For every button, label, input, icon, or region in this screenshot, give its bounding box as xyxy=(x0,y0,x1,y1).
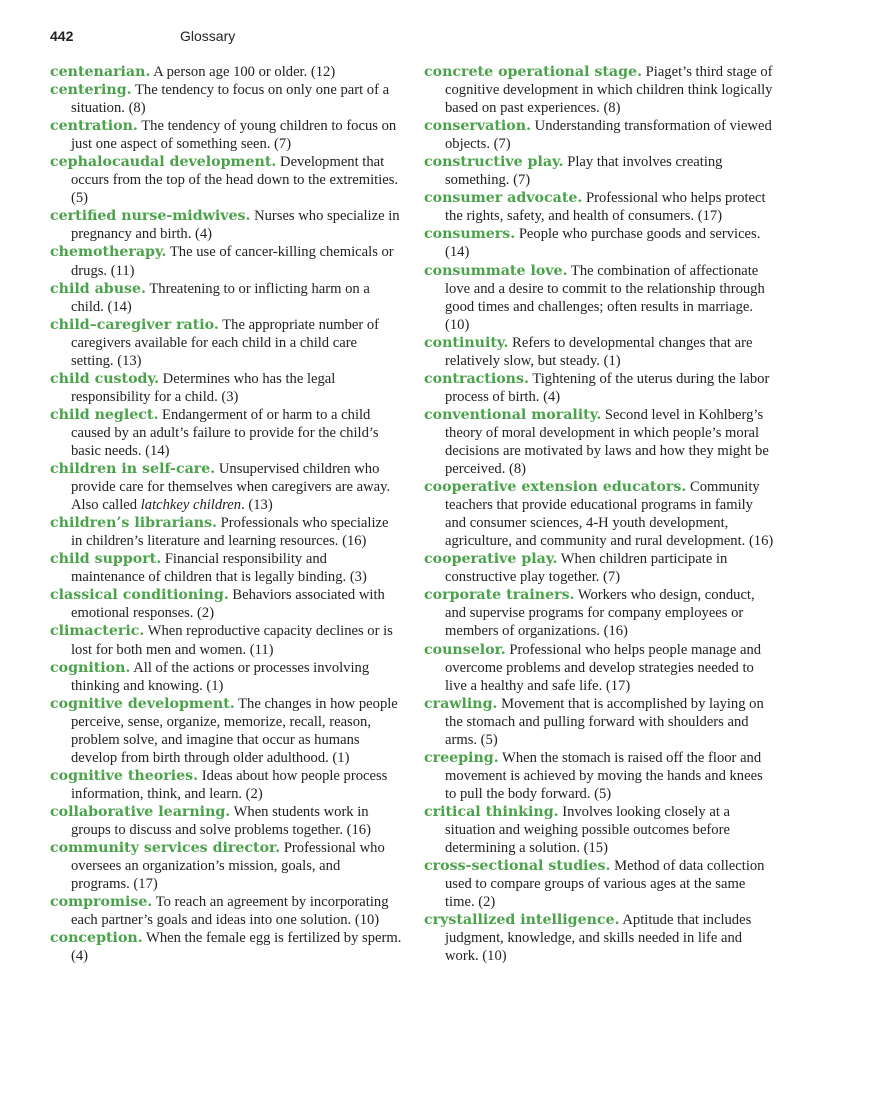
glossary-definition: Tightening of the uterus during the labor process of birth. (4) xyxy=(445,370,770,405)
glossary-entry xyxy=(424,117,776,153)
glossary-definition-italic: latchkey children xyxy=(140,497,242,514)
glossary-term: cross-sectional studies. xyxy=(424,858,611,875)
glossary-term: child support. xyxy=(50,551,162,568)
glossary-definition: Endangerment of or harm to a child caused by an adult’s failure to provide for the child’s basic needs. (14) xyxy=(71,406,379,459)
glossary-term: consumer advocate. xyxy=(424,190,583,207)
glossary-term: corporate trainers. xyxy=(424,587,575,604)
glossary-definition-end: . (13) xyxy=(241,497,273,514)
glossary-term: classical conditioning. xyxy=(50,587,229,604)
glossary-entry xyxy=(424,695,776,749)
glossary-term: conception. xyxy=(50,930,143,947)
glossary-term: critical thinking. xyxy=(424,803,559,820)
glossary-entry xyxy=(50,117,402,153)
glossary-definition: When children participate in constructive play together. (7) xyxy=(445,551,728,586)
glossary-term: consummate love. xyxy=(424,262,568,279)
glossary-definition: Involves looking closely at a situation and weighing possible outcomes before determining a solution. (15) xyxy=(445,803,731,857)
glossary-definition: Financial responsibility and maintenance of children that is legally binding. (3) xyxy=(71,551,367,586)
glossary-entry xyxy=(50,659,402,695)
glossary-entry xyxy=(50,767,402,803)
glossary-term: cephalocaudal development. xyxy=(50,154,277,171)
glossary-term: creeping. xyxy=(424,749,499,766)
glossary-definition: Unsupervised children who provide care for themselves when caregivers are away. Also called xyxy=(71,461,391,514)
glossary-entry xyxy=(424,153,776,189)
glossary-definition: The changes in how people perceive, sense, organize, memorize, recall, reason, problem solve, and imagine that occur as humans develop from birth through older adulthood. (1) xyxy=(71,695,398,766)
glossary-definition: The tendency of young children to focus on just one aspect of something seen. (7) xyxy=(71,118,397,153)
glossary-term: constructive play. xyxy=(424,154,564,171)
glossary-definition: Piaget’s third stage of cognitive development in which children think logically based on past experiences. (8) xyxy=(445,64,773,117)
glossary-term: child abuse. xyxy=(50,280,146,297)
glossary-definition: Ideas about how people process information, think, and learn. (2) xyxy=(71,767,388,802)
glossary-entry xyxy=(424,262,776,334)
glossary-term: cooperative play. xyxy=(424,551,558,568)
glossary-entry xyxy=(50,550,402,586)
glossary-definition: The use of cancer-killing chemicals or drugs. (11) xyxy=(71,244,394,279)
glossary-term: child custody. xyxy=(50,370,160,387)
glossary-definition: Workers who design, conduct, and supervise programs for company employees or members of organizations. (16) xyxy=(445,587,755,640)
glossary-entry xyxy=(50,803,402,839)
glossary-definition: When reproductive capacity declines or is lost for both men and women. (11) xyxy=(71,623,393,658)
glossary-definition: People who purchase goods and services. (14) xyxy=(445,226,761,261)
glossary-term: conventional morality. xyxy=(424,406,602,423)
glossary-definition: Aptitude that includes judgment, knowledge, and skills needed in life and work. (10) xyxy=(445,912,752,965)
glossary-definition: Professional who oversees an organization’s mission, goals, and programs. (17) xyxy=(71,840,385,893)
glossary-term: cognitive theories. xyxy=(50,767,199,784)
glossary-term: climacteric. xyxy=(50,623,145,640)
glossary-definition: Play that involves creating something. (7) xyxy=(445,154,723,189)
glossary-definition: When the female egg is fertilized by sperm. (4) xyxy=(71,930,402,965)
glossary-entry xyxy=(50,695,402,767)
glossary-term: cooperative extension educators. xyxy=(424,479,687,496)
glossary-term: collaborative learning. xyxy=(50,803,231,820)
glossary-entry xyxy=(50,460,402,514)
glossary-definition: Professional who helps people manage and overcome problems and develop strategies needed to live a healthy and safe life. (17) xyxy=(445,641,762,694)
glossary-definition: Method of data collection used to compare groups of various ages at the same time. (2) xyxy=(445,858,765,911)
glossary-entry xyxy=(50,839,402,893)
glossary-entry xyxy=(424,225,776,261)
glossary-entry xyxy=(424,911,776,965)
glossary-definition: When the stomach is raised off the floor and movement is achieved by moving the hands and knees to pull the body forward. (5) xyxy=(445,749,763,802)
glossary-term: child–caregiver ratio. xyxy=(50,316,219,333)
glossary-term: certified nurse-midwives. xyxy=(50,208,251,225)
glossary-entry xyxy=(50,243,402,279)
glossary-column-right xyxy=(424,63,776,965)
glossary-entry xyxy=(50,929,402,965)
glossary-term: children in self-care. xyxy=(50,461,216,478)
glossary-term: cognitive development. xyxy=(50,695,235,712)
glossary-entry xyxy=(50,622,402,658)
glossary-definition: Refers to developmental changes that are relatively slow, but steady. (1) xyxy=(445,334,753,369)
glossary-definition: Threatening to or inflicting harm on a child. (14) xyxy=(71,280,370,315)
glossary-entry xyxy=(50,316,402,370)
glossary-term: continuity. xyxy=(424,334,509,351)
glossary-definition: Second level in Kohlberg’s theory of moral development in which people’s moral decisions are motivated by laws and how they might be perceived. (8) xyxy=(445,406,769,478)
glossary-definition: When students work in groups to discuss and solve problems together. (16) xyxy=(71,803,371,838)
glossary-definition: All of the actions or processes involving thinking and knowing. (1) xyxy=(71,659,370,694)
glossary-entry xyxy=(50,514,402,550)
glossary-entry xyxy=(424,189,776,225)
glossary-term: contractions. xyxy=(424,370,529,387)
glossary-entry xyxy=(424,749,776,803)
glossary-definition: Determines who has the legal responsibility for a child. (3) xyxy=(71,370,336,405)
glossary-entry xyxy=(424,641,776,695)
glossary-entry xyxy=(50,280,402,316)
glossary-definition: Professional who helps protect the rights, safety, and health of consumers. (17) xyxy=(445,190,766,225)
glossary-entry xyxy=(50,406,402,460)
glossary-definition: Professionals who specialize in children’s literature and learning resources. (16) xyxy=(71,515,389,550)
glossary-definition: Community teachers that provide educational programs in family and consumer sciences, 4-H youth development, agriculture, and community and rural development. (16) xyxy=(445,479,774,550)
glossary-entry xyxy=(424,406,776,478)
glossary-entry xyxy=(50,370,402,406)
glossary-term: chemotherapy. xyxy=(50,244,167,261)
glossary-definition: Nurses who specialize in pregnancy and birth. (4) xyxy=(71,208,400,243)
glossary-entry xyxy=(424,334,776,370)
glossary-entry xyxy=(50,586,402,622)
glossary-term: centering. xyxy=(50,82,132,99)
glossary-entry xyxy=(50,207,402,243)
glossary-term: concrete operational stage. xyxy=(424,64,643,80)
glossary-term: cognition. xyxy=(50,659,131,676)
glossary-term: centenarian. xyxy=(50,64,151,80)
glossary-entry xyxy=(50,63,402,81)
glossary-term: compromise. xyxy=(50,894,153,911)
glossary-entry xyxy=(424,370,776,406)
glossary-column-left xyxy=(50,63,402,965)
glossary-entry xyxy=(50,893,402,929)
glossary-entry xyxy=(424,550,776,586)
glossary-entry xyxy=(424,63,776,117)
glossary-definition: A person age 100 or older. (12) xyxy=(150,64,336,80)
section-title: Glossary xyxy=(180,28,236,44)
glossary-definition: Understanding transformation of viewed objects. (7) xyxy=(445,118,772,153)
glossary-definition: Development that occurs from the top of the head down to the extremities. (5) xyxy=(71,154,399,207)
glossary-term: consumers. xyxy=(424,226,516,243)
glossary-term: crawling. xyxy=(424,695,498,712)
glossary-term: conservation. xyxy=(424,118,532,135)
page-header xyxy=(50,28,830,48)
glossary-term: crystallized intelligence. xyxy=(424,912,620,929)
glossary-entry xyxy=(50,81,402,117)
page-number: 442 xyxy=(50,28,74,44)
glossary-definition: The appropriate number of caregivers available for each child in a child care setting. (13) xyxy=(71,316,380,369)
glossary-entry xyxy=(424,857,776,911)
glossary-definition: The tendency to focus on only one part of a situation. (8) xyxy=(71,82,390,117)
glossary-entry xyxy=(424,478,776,550)
glossary-entry xyxy=(424,803,776,857)
glossary-definition: The combination of affectionate love and a desire to commit to the relationship through good times and challenges; often results in marriage. (10) xyxy=(445,262,765,333)
glossary-term: child neglect. xyxy=(50,406,159,423)
glossary-definition: To reach an agreement by incorporating each partner’s goals and ideas into one solution. (10) xyxy=(71,894,389,929)
glossary-entry xyxy=(424,586,776,640)
glossary-term: community services director. xyxy=(50,840,281,857)
glossary-term: children’s librarians. xyxy=(50,515,218,532)
glossary-entry xyxy=(50,153,402,207)
glossary-term: centration. xyxy=(50,118,138,135)
glossary-term: counselor. xyxy=(424,641,506,658)
glossary-definition: Movement that is accomplished by laying on the stomach and pulling forward with shoulders and arms. (5) xyxy=(445,695,764,748)
glossary-definition: Behaviors associated with emotional responses. (2) xyxy=(71,587,385,622)
